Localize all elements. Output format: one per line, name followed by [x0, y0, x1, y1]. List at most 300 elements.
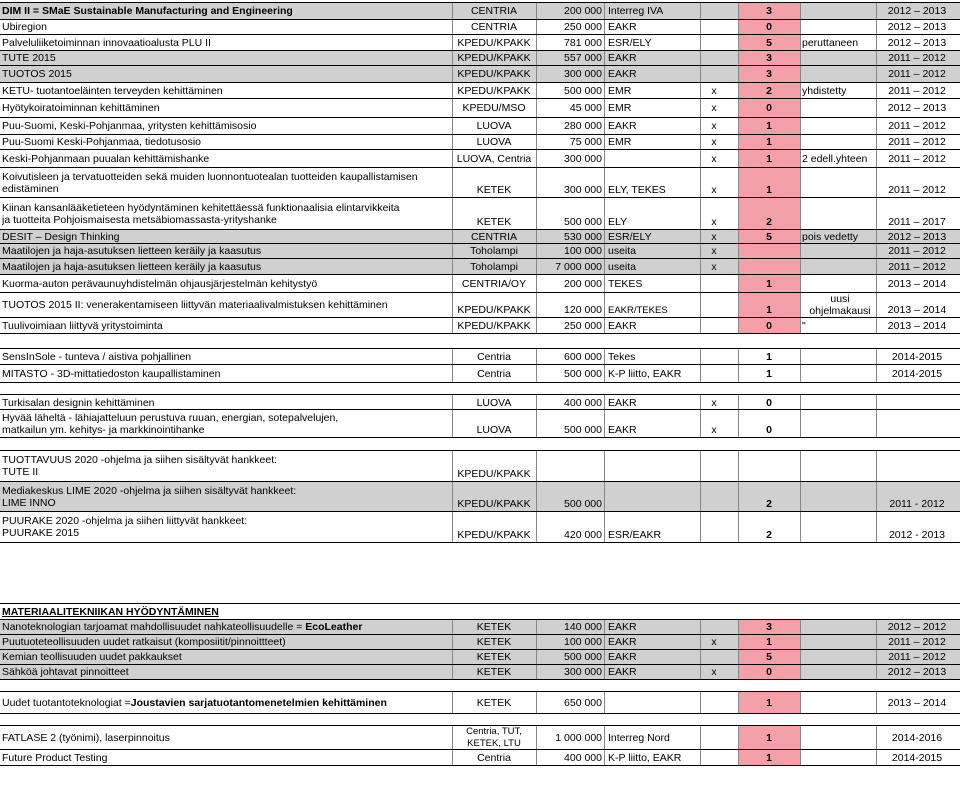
project-name	[2, 35, 452, 50]
status-line2: ohjelmakausi	[809, 305, 871, 317]
organization: KPEDU/KPAKK	[457, 68, 531, 80]
column-divider	[800, 451, 801, 481]
score: 0	[738, 665, 800, 679]
funding-source: EAKR	[608, 21, 637, 33]
organization: KETEK	[476, 184, 512, 196]
column-divider	[604, 395, 605, 410]
year-range: 2013 – 2014	[887, 277, 947, 290]
column-divider	[536, 20, 537, 34]
table-row[interactable]	[0, 664, 960, 679]
project-name-line1: Hyvää läheltä - lähiajatteluun perustuva ruuan, energian, sotepalvelujen,	[2, 411, 339, 424]
column-divider	[738, 620, 739, 634]
column-divider	[800, 3, 801, 19]
project-name	[2, 650, 452, 664]
funding-source: K-P liitto, EAKR	[608, 751, 682, 764]
x-mark	[700, 512, 728, 542]
column-divider	[700, 395, 701, 410]
organization: Toholampi	[470, 260, 518, 273]
column-divider	[800, 118, 801, 134]
score: 1	[738, 275, 800, 292]
column-divider	[700, 451, 701, 481]
column-divider	[738, 3, 739, 19]
column-divider	[700, 118, 701, 134]
column-divider	[604, 230, 605, 243]
column-divider	[536, 620, 537, 634]
table-row[interactable]	[0, 98, 960, 117]
column-divider	[604, 620, 605, 634]
column-divider	[452, 451, 453, 481]
project-name-line1: PUURAKE 2020 -ohjelma ja siihen liittyvät hankkeet:	[2, 515, 248, 527]
score: 1	[738, 118, 800, 134]
project-name-text: Puutuoteteollisuuden uudet ratkaisut (komposiitit/pinnoittteet)	[2, 636, 286, 648]
column-divider	[452, 635, 453, 649]
organization	[452, 726, 536, 749]
year-range: 2012 - 2013	[888, 529, 946, 541]
funding-source: ELY, TEKES	[608, 184, 666, 196]
project-name-text: DIM II = SMaE Sustainable Manufacturing and Engineering	[2, 5, 293, 17]
project-name-text: Maatilojen ja haja-asutuksen lietteen keräily ja kaasutus	[2, 260, 262, 273]
table-row[interactable]	[0, 450, 960, 481]
column-divider	[800, 168, 801, 197]
project-name-text: TUTE 2015	[2, 52, 56, 64]
amount: 200 000	[564, 277, 602, 290]
column-divider	[536, 750, 537, 765]
column-divider	[738, 66, 739, 82]
funding-source: EMR	[608, 84, 632, 97]
column-divider	[876, 512, 877, 542]
table-row[interactable]	[0, 274, 960, 292]
column-divider	[800, 365, 801, 382]
score: 1	[738, 150, 800, 167]
amount: 530 000	[564, 230, 602, 243]
column-divider	[876, 750, 877, 765]
column-divider	[536, 293, 537, 317]
score: 0	[766, 396, 772, 409]
amount: 400 000	[564, 751, 602, 764]
column-divider	[452, 66, 453, 82]
column-divider	[604, 410, 605, 437]
organization: KPEDU/KPAKK	[457, 84, 531, 97]
amount: 500 000	[564, 424, 602, 436]
column-divider	[536, 395, 537, 410]
column-divider	[738, 293, 739, 317]
score: 2	[738, 83, 800, 98]
column-divider	[876, 259, 877, 274]
year-range: 2012 – 2013	[887, 36, 947, 49]
column-divider	[876, 135, 877, 149]
column-divider	[700, 726, 701, 749]
project-name-line2: matkailun ym. kehitys- ja markkinointihanke	[2, 423, 205, 436]
column-divider	[738, 349, 739, 364]
funding-source: EAKR	[608, 396, 637, 409]
project-name-text: SensInSole - tunteva / aistiva pohjallinen	[2, 350, 192, 363]
table-row[interactable]	[0, 258, 960, 274]
column-divider	[738, 35, 739, 50]
column-divider	[536, 650, 537, 664]
project-name-text: MITASTO - 3D-mittatiedoston kaupallistaminen	[2, 367, 221, 380]
column-divider	[876, 482, 877, 511]
x-mark: x	[711, 260, 717, 273]
amount: 600 000	[564, 350, 602, 363]
project-name	[2, 198, 452, 229]
score: 1	[738, 635, 800, 649]
project-name	[2, 665, 452, 679]
status	[800, 259, 878, 274]
score	[738, 244, 800, 258]
column-divider	[700, 410, 701, 437]
project-name-text: KETU- tuotantoeläinten terveyden kehittäminen	[2, 84, 223, 97]
column-divider	[738, 118, 739, 134]
status	[800, 482, 878, 511]
column-divider	[738, 665, 739, 679]
amount: 557 000	[564, 52, 602, 64]
table-row[interactable]	[0, 82, 960, 98]
column-divider	[876, 395, 877, 410]
score: 3	[738, 620, 800, 634]
table-row[interactable]	[0, 243, 960, 258]
funding-source: EAKR	[608, 120, 637, 132]
column-divider	[700, 293, 701, 317]
table-row[interactable]	[0, 634, 960, 649]
project-name	[2, 635, 452, 649]
amount: 100 000	[564, 245, 602, 257]
organization: Toholampi	[470, 245, 518, 257]
column-divider	[700, 349, 701, 364]
column-divider	[604, 726, 605, 749]
organization: CENTRIA/OY	[461, 277, 527, 290]
year-range: 2011 – 2012	[888, 136, 946, 148]
column-divider	[536, 135, 537, 149]
x-mark: x	[711, 636, 717, 648]
column-divider	[700, 135, 701, 149]
table-row[interactable]	[0, 649, 960, 664]
project-name-text: Turkisalan designin kehittäminen	[2, 396, 155, 409]
project-name-text: TUOTOS 2015	[2, 68, 72, 80]
amount: 300 000	[564, 68, 602, 80]
project-name	[2, 51, 452, 65]
table-row[interactable]	[0, 409, 960, 437]
column-divider	[536, 244, 537, 258]
project-name	[2, 168, 452, 197]
x-mark	[700, 293, 728, 317]
amount: 300 000	[564, 152, 602, 165]
organization: Centria	[477, 367, 511, 380]
table-row[interactable]	[0, 134, 960, 149]
blank-row	[0, 333, 960, 348]
column-divider	[536, 168, 537, 197]
column-divider	[604, 665, 605, 679]
column-divider	[800, 20, 801, 34]
table-row[interactable]	[0, 117, 960, 134]
table-row[interactable]	[0, 603, 960, 619]
project-name-highlight: EcoLeather	[305, 621, 363, 633]
column-divider	[452, 665, 453, 679]
funding-source: useita	[608, 245, 637, 257]
column-divider	[700, 259, 701, 274]
funding-source: EMR	[608, 102, 632, 114]
status	[800, 3, 878, 19]
year-range: 2011 – 2012	[888, 152, 946, 165]
amount: 781 000	[564, 36, 602, 49]
table-row[interactable]	[0, 167, 960, 197]
table-row[interactable]	[0, 511, 960, 542]
table-row[interactable]	[0, 317, 960, 333]
status	[800, 650, 878, 664]
year-range: 2012 – 2013	[887, 102, 947, 114]
column-divider	[800, 395, 801, 410]
column-divider	[800, 230, 801, 243]
table-row[interactable]	[0, 691, 960, 713]
project-name-text: Sähköä johtavat pinnoitteet	[2, 666, 129, 678]
organization: KPEDU/KPAKK	[457, 319, 531, 332]
column-divider	[700, 150, 701, 167]
column-divider	[604, 168, 605, 197]
status	[800, 168, 878, 197]
organization: KPEDU/KPAKK	[457, 52, 531, 64]
column-divider	[700, 35, 701, 50]
column-divider	[876, 293, 877, 317]
column-divider	[604, 198, 605, 229]
column-divider	[738, 635, 739, 649]
table-row[interactable]	[0, 65, 960, 82]
project-name-text: Puu-Suomi Keski-Pohjanmaa, tiedotusosio	[2, 136, 202, 148]
project-name-highlight: Joustavien sarjatuotantomenetelmien kehittäminen	[130, 696, 387, 709]
project-name-text: FATLASE 2 (työnimi), laserpinnoitus	[2, 731, 170, 744]
project-name-text: DESIT – Design Thinking	[2, 230, 120, 243]
score: 5	[738, 650, 800, 664]
project-name	[2, 66, 452, 82]
column-divider	[800, 482, 801, 511]
table-row[interactable]	[0, 149, 960, 167]
score: 0	[738, 20, 800, 34]
column-divider	[604, 51, 605, 65]
amount: 280 000	[564, 120, 602, 132]
organization: KETEK	[476, 636, 512, 648]
column-divider	[536, 150, 537, 167]
project-name	[2, 692, 452, 713]
funding-source: EAKR	[608, 621, 637, 633]
column-divider	[700, 650, 701, 664]
status	[800, 451, 878, 481]
column-divider	[604, 35, 605, 50]
column-divider	[452, 259, 453, 274]
funding-source: ESR/ELY	[608, 230, 652, 243]
column-divider	[876, 198, 877, 229]
column-divider	[738, 230, 739, 243]
organization: KPEDU/KPAKK	[457, 36, 531, 49]
project-name-text: Puu-Suomi, Keski-Pohjanmaa, yritysten kehittämisosio	[2, 120, 257, 132]
column-divider	[738, 750, 739, 765]
table-row[interactable]	[0, 725, 960, 749]
table-row[interactable]	[0, 229, 960, 243]
column-divider	[700, 51, 701, 65]
project-name-text: Uudet tuotantoteknologiat =	[2, 696, 131, 709]
column-divider	[536, 83, 537, 98]
column-divider	[452, 349, 453, 364]
organization: LUOVA	[476, 120, 512, 132]
column-divider	[800, 83, 801, 98]
x-mark	[700, 349, 728, 364]
column-divider	[604, 66, 605, 82]
column-divider	[876, 35, 877, 50]
funding-source: K-P liitto, EAKR	[608, 367, 682, 380]
column-divider	[700, 20, 701, 34]
column-divider	[876, 230, 877, 243]
column-divider	[604, 135, 605, 149]
status	[800, 410, 878, 437]
column-divider	[876, 726, 877, 749]
column-divider	[800, 51, 801, 65]
column-divider	[604, 99, 605, 117]
project-name	[2, 365, 452, 382]
column-divider	[800, 650, 801, 664]
status	[800, 512, 878, 542]
table-row[interactable]	[0, 394, 960, 410]
year-range: 2011 – 2012	[888, 651, 946, 663]
funding-source: EAKR/TEKES	[608, 305, 668, 316]
status	[800, 118, 878, 134]
project-name	[2, 451, 452, 481]
column-divider	[800, 318, 801, 333]
column-divider	[738, 318, 739, 333]
table-row[interactable]	[0, 19, 960, 34]
status	[800, 135, 878, 149]
score: 5	[738, 35, 800, 50]
year-range: 2011 – 2012	[888, 84, 946, 97]
x-mark	[700, 35, 728, 50]
year-range: 2012 – 2013	[887, 666, 947, 678]
table-row[interactable]	[0, 50, 960, 65]
project-name	[2, 230, 452, 243]
column-divider	[876, 318, 877, 333]
year-range: 2011 – 2017	[888, 216, 946, 228]
status	[800, 275, 878, 292]
funding-source: Interreg Nord	[608, 731, 670, 744]
organization: LUOVA	[476, 424, 512, 436]
score: 2	[738, 198, 800, 229]
year-range	[876, 451, 958, 481]
year-range: 2014-2016	[891, 731, 943, 744]
column-divider	[876, 692, 877, 713]
status	[800, 726, 878, 749]
organization: Centria	[477, 751, 511, 764]
organization: CENTRIA	[470, 230, 518, 243]
funding-source: Tekes	[608, 350, 636, 363]
column-divider	[800, 150, 801, 167]
x-mark	[700, 318, 728, 333]
column-divider	[452, 230, 453, 243]
table-row[interactable]	[0, 481, 960, 511]
column-divider	[876, 244, 877, 258]
project-name	[2, 395, 452, 410]
table-row[interactable]	[0, 197, 960, 229]
column-divider	[700, 198, 701, 229]
column-divider	[604, 451, 605, 481]
table-row[interactable]	[0, 619, 960, 634]
column-divider	[604, 482, 605, 511]
column-divider	[700, 83, 701, 98]
project-name	[2, 118, 452, 134]
table-row[interactable]	[0, 2, 960, 19]
table-row[interactable]	[0, 348, 960, 364]
blank-row	[0, 679, 960, 691]
column-divider	[876, 118, 877, 134]
column-divider	[876, 168, 877, 197]
project-name-text: Keski-Pohjanmaan puualan kehittämishanke	[2, 152, 210, 165]
column-divider	[800, 259, 801, 274]
column-divider	[604, 349, 605, 364]
project-name	[2, 512, 452, 542]
column-divider	[536, 665, 537, 679]
column-divider	[876, 99, 877, 117]
column-divider	[452, 365, 453, 382]
column-divider	[536, 230, 537, 243]
score	[738, 451, 800, 481]
column-divider	[604, 293, 605, 317]
table-row[interactable]	[0, 749, 960, 765]
status	[800, 750, 878, 765]
table-row[interactable]	[0, 34, 960, 50]
organization: LUOVA	[476, 136, 512, 148]
column-divider	[800, 665, 801, 679]
x-mark: x	[711, 424, 717, 436]
x-mark: x	[711, 216, 717, 228]
column-divider	[452, 620, 453, 634]
x-mark	[700, 66, 728, 82]
year-range: 2011 – 2012	[888, 68, 946, 80]
column-divider	[800, 692, 801, 713]
table-row[interactable]	[0, 292, 960, 317]
column-divider	[452, 293, 453, 317]
project-name-line2: TUTE II	[2, 466, 39, 478]
table-row[interactable]	[0, 364, 960, 382]
project-name-text: Tuulivoimiaan liittyvä yritystoiminta	[2, 319, 163, 332]
column-divider	[738, 451, 739, 481]
column-divider	[876, 83, 877, 98]
year-range: 2011 – 2012	[888, 245, 946, 257]
amount	[536, 451, 604, 481]
amount: 500 000	[564, 651, 602, 663]
organization: Centria	[477, 350, 511, 363]
column-divider	[738, 395, 739, 410]
column-divider	[876, 365, 877, 382]
column-divider	[738, 20, 739, 34]
amount: 420 000	[564, 529, 602, 541]
status-line1: uusi	[830, 293, 850, 305]
amount: 500 000	[564, 498, 602, 510]
column-divider	[536, 99, 537, 117]
project-name	[2, 135, 452, 149]
amount: 140 000	[564, 621, 602, 633]
amount: 300 000	[564, 184, 602, 196]
amount: 75 000	[569, 136, 602, 148]
column-divider	[876, 635, 877, 649]
column-divider	[700, 620, 701, 634]
status	[800, 692, 878, 713]
project-name	[2, 410, 452, 437]
funding-source: EMR	[608, 136, 632, 148]
score: 1	[738, 168, 800, 197]
project-name	[2, 99, 452, 117]
amount: 120 000	[564, 304, 602, 316]
amount: 1 000 000	[555, 731, 602, 744]
status	[800, 620, 878, 634]
column-divider	[536, 118, 537, 134]
project-name	[2, 3, 452, 19]
column-divider	[800, 635, 801, 649]
project-name-line2: edistäminen	[2, 182, 59, 195]
column-divider	[738, 650, 739, 664]
